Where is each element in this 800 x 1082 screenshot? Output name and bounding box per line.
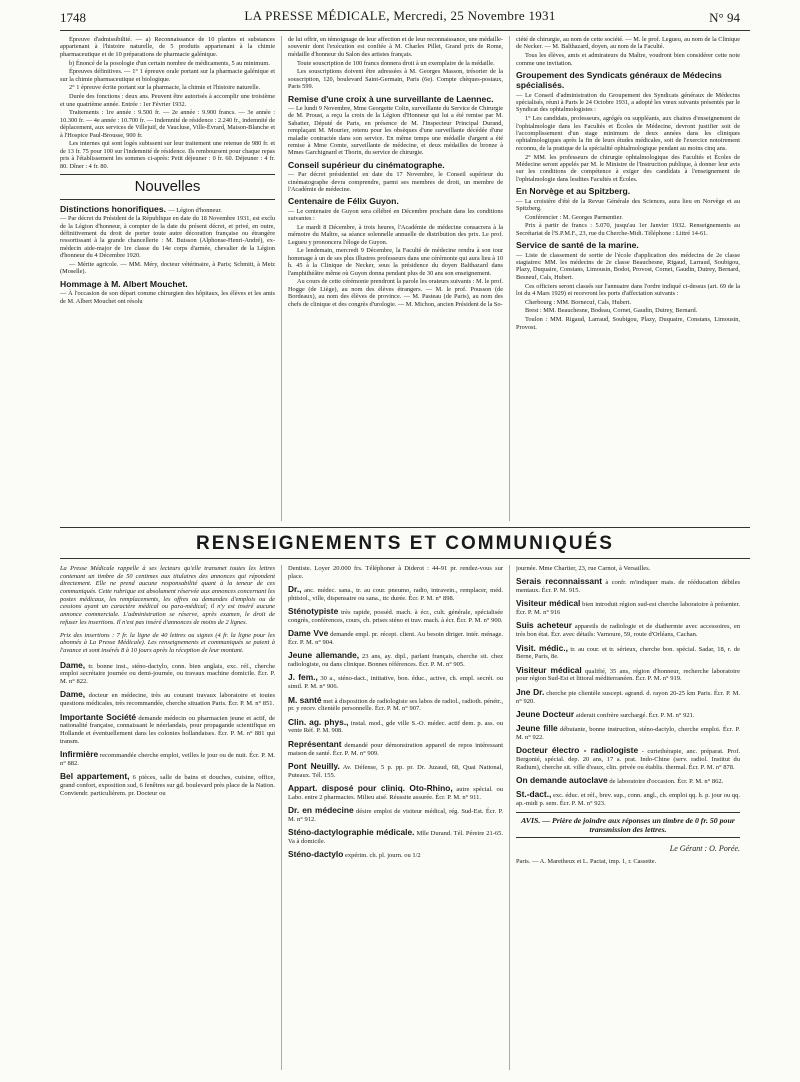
- paragraph: Conférencier : M. Georges Parmentier.: [525, 213, 623, 221]
- ad-text: débutante, bonne instruction, sténo-dactylo, cherche emploi. Écr. P. M. n° 922.: [516, 726, 740, 741]
- paragraph: de lui offrir, en témoignage de leur affection et de leur reconnaissance, une médaille-souvenir dont l'exécution est confiée à M. Charles Pillet, Grand prix de Rome, médaille d'honneur du Salon des artistes français.: [288, 36, 503, 58]
- classified-ad: [288, 695, 503, 714]
- header-rule: [60, 30, 750, 31]
- classified-ad: [516, 709, 740, 720]
- ad-title: Docteur électro - radiologiste: [516, 745, 639, 756]
- printer-imprint: Paris. — A. Maretheux et L. Pactat, imp. 1, r. Cassette.: [516, 858, 657, 866]
- ad-title: Serais reconnaissant: [516, 576, 602, 587]
- paragraph: Les internes qui sont logés subissent sur leur traitement une retenue de 980 fr. et de 13 fr. 75 pour 100 sur l'indemnité de résidence. Ils remboursent pour chaque repas pris à l'établissement les sommes ci-après: Petit déjeuner : 0 fr. 60. Déjeuner : 4 fr. 80. Dîner : 4 fr. 80.: [60, 140, 275, 170]
- classified-ad: [288, 739, 503, 758]
- ad-text: docteur en médecine, très au courant travaux laboratoire et toutes questions médicales, très recommandée, cherche situation Paris. Écr. P. M. n° 851.: [60, 692, 275, 708]
- journal-title: LA PRESSE MÉDICALE, Mercredi, 25 Novembre 1931: [244, 8, 556, 23]
- ad-text: - curiethérapie, anc. préparat. Prof. Bergonié, spécial. dep. 20 ans, 17 a. prat. Indo-Chine (serv. radiol. Institut du Radium), cherche sit. ville d'eaux, clin. privée ou établis. thermal. Écr. P. M. n° 878.: [516, 748, 740, 771]
- classified-ad: [60, 689, 275, 708]
- ad-title: Sténo-dactylo: [288, 849, 344, 860]
- ad-text: de laboratoire d'occasion. Écr. P. M. n° 862.: [609, 778, 724, 786]
- paragraph: Toute souscription de 100 francs donnera droit à un exemplaire de la médaille.: [297, 59, 495, 67]
- paragraph: Le lendemain, mercredi 9 Décembre, la Faculté de médecine rendra à son tour hommage à un de ses plus illustres professeurs dans une cérémonie qui aura lieu à 10 h. 45 à la Clinique de Necker, sous la présidence du doyen Balthazard dans l'amphithéâtre même où Guyon donna pendant plus de 30 ans son enseignement.: [288, 247, 503, 277]
- ads-column-1: [60, 565, 275, 1070]
- classified-ad: [288, 849, 503, 860]
- paragraph: Durée des fonctions : deux ans. Peuvent être autorisés à accomplir une troisième et une quatrième année. Entrée : 1er Février 1932.: [60, 93, 275, 108]
- ad-title: Jeune allemande,: [288, 650, 360, 661]
- paragraph: Au cours de cette cérémonie prendront la parole les orateurs suivants : M. le prof. Hogge (de Liège), au nom des élèves étrangers. — M. le prof. Pousson (de Bordeaux), au nom des élèves de province. — M. Pasteau (de Paris), au nom des chefs de clinique et des congrès d'urologie. — M. Michon, ancien Président de la So-: [288, 278, 503, 308]
- paragraph: Toulon : MM. Rigaud, Larraud, Soubigou, Plazy, Duquaire, Constans, Limousin, Provost.: [516, 316, 740, 331]
- ad-text: bien introduit région sud-est cherche laboratoire à présenter. Écr. P. M. n° 916: [516, 601, 740, 617]
- ad-text: exc. éduc. et réf., brev. sup., conn. angl., ch. emploi qq. h. p. jour ou qq. ap.-midi p. sem. Écr. P. M. n° 923.: [516, 792, 740, 808]
- classified-ad: [516, 598, 740, 617]
- classified-ad: [288, 606, 503, 625]
- classified-ad: [288, 761, 503, 780]
- classified-ad: [288, 628, 503, 647]
- ads-column-2: [288, 565, 503, 1070]
- paragraph: — Par décret présidentiel en date du 17 Novembre, le Conseil supérieur du cinématographe devra comprendre, parmi ses membres de droit, un membre de l'Académie de médecine.: [288, 171, 503, 193]
- paragraph: 2° 1 épreuve écrite portant sur la pharmacie, la chimie et l'histoire naturelle.: [69, 84, 261, 92]
- ad-title: Importante Société: [60, 711, 137, 722]
- ad-title: Appart. disposé pour cliniq. Oto-Rhino,: [288, 782, 453, 793]
- paragraph: — Le Conseil d'administration du Groupement des Syndicats généraux de Médecins spécialisés, réuni à Paris le 24 Octobre 1931, a adopté les vœux suivants présentés par le Syndicat des ophtalmologistes :: [516, 91, 740, 114]
- article-heading: En Norvège et au Spitzberg.: [516, 186, 631, 197]
- column-divider: [281, 565, 282, 1070]
- paragraph: Ces officiers seront classés sur l'annuaire dans l'ordre indiqué ci-dessus (art. 69 de la loi du 4 Mars 1929) et recevront les ports d'affectation suivants :: [516, 282, 740, 297]
- classified-ad: [60, 771, 275, 797]
- ad-text: appareils de radiologie et de diathermie avec accessoires, en très bon état. Écr. avec détails: Varnoure, 59, route d'Orléans, Cachan.: [516, 623, 740, 639]
- classified-ad: journée. Mme Chartier, 23, rue Carnot, à Versailles.: [516, 565, 651, 572]
- classified-ad: [516, 665, 740, 684]
- column-divider: [509, 36, 510, 521]
- column-3: [516, 36, 740, 521]
- article-heading: Conseil supérieur du cinématographe.: [288, 159, 445, 170]
- classified-ad: [60, 749, 275, 768]
- article-heading: Hommage à M. Albert Mouchet.: [60, 278, 188, 289]
- classified-ad: [516, 576, 740, 595]
- ad-title: Dame Vve: [288, 628, 329, 639]
- paragraph: Cherbourg : MM. Bornecuf, Cals, Hubert.: [525, 298, 632, 306]
- ad-text: 30 a., sténo-dact., initiative, bon. éduc., active, ch. empl. secrét. ou simil. P. M. n° 906.: [288, 675, 503, 691]
- ad-text: 6 pièces, salle de bains et douches, cuisine, office, grand confort, exposition sud, 6 fenêtres sur gd. boulevard près place de la Nation. Conviendr. particulièrem. pr. Docteur ou: [60, 774, 275, 797]
- avis-notice: AVIS. — Prière de joindre aux réponses un timbre de 0 fr. 50 pour transmission des lettres.: [516, 812, 740, 838]
- classified-ad: [516, 745, 740, 771]
- column-divider: [509, 565, 510, 1070]
- ad-title: Jeune fille: [516, 723, 558, 734]
- ad-text: désire emploi de visiteur médical, rég. Sud-Est. Écr. P. M. n° 912.: [288, 808, 503, 823]
- ad-title: Visit. médic.,: [516, 642, 568, 653]
- ad-text: à confr. m'indiquer mais. de rééducation débiles mentaux. Écr. P. M. 915.: [516, 579, 740, 595]
- column-divider: [281, 36, 282, 521]
- ad-title: Suis acheteur: [516, 620, 573, 631]
- ad-title: Dame,: [60, 659, 86, 670]
- paragraph: — Le lundi 9 Novembre, Mme Georgette Colin, surveillante du Service de Chirurgie de M. Proust, a reçu la croix de la Légion d'Honneur qui lui a été remise par M. Sabatier, Député de Paris, en présence de M. l'Inspecteur Principal Durand, remplaçant M. Mourier, retenu pour les obsèques d'une surveillante décédée d'une maladie contractée dans son service. En même temps une médaille d'argent a été remise à Mme Comte, surveillante de médecine, et deux médailles de bronze à Mmes Garchignard et Thorin, du service de chirurgie.: [288, 104, 503, 157]
- classified-ad: [516, 789, 740, 808]
- column-1: [60, 36, 275, 521]
- paragraph: ciété de chirurgie, au nom de cette société. — M. le prof. Legueu, au nom de la Clinique de Necker. — M. Balthazard, doyen, au nom de la Faculté.: [516, 36, 740, 51]
- paragraph: Épreuve d'admissibilité. — a) Reconnaissance de 10 plantes et substances appartenant à l'histoire naturelle, de 5 produits appartenant à la chimie pharmaceutique et de 10 préparations de pharmacie galénique.: [60, 36, 275, 58]
- section-banner: RENSEIGNEMENTS ET COMMUNIQUÉS: [196, 533, 614, 554]
- issue-number: N° 94: [709, 10, 740, 25]
- article-heading: Centenaire de Félix Guyon.: [288, 196, 399, 207]
- classified-ad: [288, 827, 503, 846]
- classified-ad: [60, 712, 275, 746]
- ad-text: instal. mod., gde ville S.-O. médec. actif dem. p. ass. ou vente Réf. P. M. 908.: [288, 719, 503, 735]
- paragraph: — Mérite agricole. — MM. Méry, docteur vétérinaire, à Paris; Schmitt, à Metz (Moselle).: [60, 261, 275, 276]
- paragraph: Les souscriptions doivent être adressées à M. Georges Masson, trésorier de la souscription, 120, boulevard Saint-Germain, Paris (6e). Compte chèques-postaux, Paris 599.: [288, 68, 503, 91]
- ad-text: tr. au cour. et tr. sérieux, cherche bon. spécial. Sadar, 18, r. de Berne, Paris, 8e.: [516, 645, 740, 661]
- ad-text: demande médecin ou pharmacien jeune et actif, de nationalité française, connaissant le néerlandais, pour propagande scientifique en Hollande et éventuellement dans les colonies hollandaises. Écr. P. M. n° 881 qui transm.: [60, 714, 275, 745]
- ads-column-3: [516, 565, 740, 1070]
- ad-text: cherche pte clientèle suscept. agrand. d. rayon 20-25 km Paris. Écr. P. M. n° 920.: [516, 689, 740, 705]
- paragraph: — Par décret du Président de la République en date du 18 Novembre 1931, est exclu de la Légion d'honneur, à compter de la date du présent décret, et privé, en outre, définitivement du droit de porter toute autre décoration française ou étrangère ressortissant à la grande chancellerie : M. Buisson (Alphonse-Henri-André), ex-médecin aide-major de 1re classe du 14e corps d'armée, chevalier de la Légion d'honneur du 4 Décembre 1920.: [60, 215, 275, 260]
- classified-ad: [288, 805, 503, 824]
- ad-text: aiderait confrère surchargé. Écr. P. M. n° 921.: [575, 711, 695, 719]
- classified-ad: [288, 650, 503, 669]
- classified-ad: [288, 717, 503, 736]
- notice-text: La Presse Médicale rappelle à ses lecteurs qu'elle transmet toutes les lettres contenant un timbre de 50 centimes aux titulaires des annonces qui répondent directement. Elle ne prend aucune responsabilité quant à la teneur de ces communiqués. Cette rubrique est absolument réservée aux annonces concernant les postes médicaux, les remplacements, les offres ou demandes d'emplois ou de cessions ayant un caractère médical ou para-médical; il n'y est inséré aucune annonce commerciale. L'administration se réserve, après examen, le droit de refuser les insertions. Il n'est pas inséré d'annonces de moins de 2 lignes.: [60, 565, 275, 626]
- ad-title: Représentant: [288, 738, 342, 749]
- paragraph: 1° Les candidats, professeurs, agrégés ou suppléants, aux chaires d'enseignement de l'ophtalmologie dans les Facultés et Écoles de Médecine, devront justifier soit de l'accomplissement d'un stage minimum de deux années dans les cliniques ophtalmologiques après la fin de leurs études médicales, soit de l'exercice notoirement reconnu, de la pratique de la spécialité ophtalmologique pendant au moins cinq ans.: [516, 115, 740, 152]
- article-heading: Groupement des Syndicats généraux de Médecins spécialisés.: [516, 69, 722, 91]
- ad-title: Sténo-dactylographie médicale.: [288, 827, 415, 838]
- classified-ad: [288, 584, 503, 603]
- ad-text: qualifié, 35 ans, région d'honneur, recherche laboratoire pour région Sud-Est et littoral méditerranéen. Écr. P. M. n° 919.: [516, 667, 740, 683]
- classified-ad: [60, 660, 275, 686]
- paragraph: Épreuves définitives. — 1° 1 épreuve orale portant sur la pharmacie galénique et sur la chimie pharmaceutique et biologique.: [60, 68, 275, 83]
- ad-title: Jne Dr.: [516, 686, 545, 697]
- paragraph: Brest : MM. Beauchesne, Bodeau, Cornet, Gaudin, Dutrey, Bernard.: [525, 307, 698, 315]
- classified-ad: [516, 687, 740, 706]
- ad-text: autre spécial. ou Labo. entre 2 pharmacies. Milieu aisé. Réussite assurée. Écr. P. M. n° 911.: [288, 785, 503, 801]
- classified-ad: [288, 783, 503, 802]
- ad-title: Visiteur médical: [516, 664, 582, 675]
- ad-text: expérim. ch. pl. journ. ou 1/2: [345, 852, 421, 860]
- paragraph: — Liste de classement de sortie de l'école d'application des médecins de 2e classe stagiaires: MM. les médecins de 2e classe Beauchesne, Rigaud, Larraud, Soubigou, Plazy, Duquaire, Constans, Limousin, Bodot, Provost, Cornet, Gaudin, Dutrey, Bernard, Besneuf, Cals, Hubert.: [516, 251, 740, 281]
- article-heading: Remise d'une croix à une surveillante de Laennec.: [288, 93, 494, 104]
- paragraph: — Le centenaire de Guyon sera célébré en Décembre prochain dans les conditions suivantes :: [288, 207, 503, 223]
- ad-text: met à disposition de radiologiste ses labos de radiol., radioth. pénétr., pr. y recev. clientèle personnelle. Écr. P. M. n° 907.: [288, 697, 503, 713]
- heading-text: Distinctions honorifiques.: [60, 203, 166, 214]
- ad-title: Pont Neuilly.: [288, 760, 340, 771]
- ad-title: Visiteur médical: [516, 598, 581, 609]
- ad-title: Dame,: [60, 689, 86, 700]
- paragraph: — À l'occasion de son départ comme chirurgien des hôpitaux, les élèves et les amis de M. Albert Mouchet ont résolu: [60, 290, 275, 305]
- paragraph: 2° MM. les professeurs de chirurgie ophtalmologique des Facultés et Écoles de Médecine seront appelés par M. le Ministre de l'Instruction publique, à donner leur avis sur les conditions de compétence à exiger des candidats à l'enseignement de l'ophtalmologie dans lesdites Facultés et Écoles.: [516, 153, 740, 183]
- paragraph: Le mardi 8 Décembre, à trois heures, l'Académie de médecine consacrera à la mémoire du Maître, sa séance solennelle annuelle de distribution des prix. Le prof. Legueu y prononcera l'éloge de Guyon.: [288, 223, 503, 246]
- ad-title: Bel appartement,: [60, 771, 130, 782]
- ad-title: Dr. en médecine: [288, 805, 354, 816]
- paragraph: Traitements : 1re année : 9.500 fr. — 2e année : 9.900 francs. — 3e année : 10.300 fr. — 4e année : 10.700 fr. — Indemnité de résidence : 2.240 fr., indemnité de déplacement, aux services de Villejuif, de Vaucluse, Ville-Évrard, Maison-Blanche et à l'Hospice Paul-Brousse, 900 fr.: [60, 109, 275, 139]
- ad-title: Dr.,: [288, 584, 302, 595]
- ad-text: 23 ans, ay. dipl., parlant français, cherche sit. chez radiologiste, ou dans clinique. Bonnes références. Écr. P. M. n° 905.: [288, 653, 503, 669]
- classified-ad: [288, 672, 503, 691]
- ad-title: Jeune Docteur: [516, 708, 575, 719]
- ad-title: Infirmière: [60, 749, 99, 760]
- ad-text: recommandée cherche emploi, veilles le jour ou de nuit. Écr. P. M. n° 882.: [60, 752, 275, 768]
- ad-text: Mlle Durand. Tél. Péreire 21-65. Va à domicile.: [288, 830, 503, 845]
- ad-title: Sténotypiste: [288, 606, 339, 617]
- paragraph: Tous les élèves, amis et admirateurs du Maître, voudront bien considérer cette note comme une invitation.: [516, 52, 740, 67]
- ad-title: J. fem.,: [288, 672, 318, 683]
- section-heading-nouvelles: Nouvelles: [60, 174, 275, 200]
- paragraph: b) Énoncé de la posologie d'un certain nombre de médicaments, 5 au minimum.: [69, 59, 270, 67]
- price-notice: Prix des insertions : 7 fr. la ligne de 40 lettres ou signes (4 fr. la ligne pour les abonnés à La Presse Médicale). Les renseignements et communiqués se paient à l'avance et sont insérés 8 à 10 jours après la réception de leur montant.: [60, 631, 275, 654]
- ad-text: demandé pour démonstration appareil de repos intéressant maison de santé. Écr. P. M. n° 909.: [288, 741, 503, 757]
- ad-title: On demande autoclave: [516, 775, 608, 786]
- ad-title: St.-dact.,: [516, 789, 552, 800]
- page-number: 1748: [60, 10, 86, 25]
- ad-text: anc. médec. sana., tr. au cour. pneumo, radio, intravein., remplacer, méd. phtisiol., ville, dispensaire ou sana., ttc durée. Écr. P. M. n° 898.: [288, 587, 503, 602]
- page-header: [60, 8, 740, 28]
- ad-text: tr. bonne inst., sténo-dactylo, conn. bien anglais, exc. réf., cherche emploi secrétaire journée ou demi-journée, ou travaux machine domicile. Écr. P. M. n° 822.: [60, 662, 275, 686]
- classified-ad: Dentiste. Loyer 20.000 frs. Téléphoner à Diderot : 44-91 pr. rendez-vous sur place.: [288, 565, 503, 580]
- classified-ad: [516, 775, 740, 786]
- classified-ad: [516, 723, 740, 742]
- article-heading: [60, 204, 275, 215]
- ad-title: Clin. ag. phys.,: [288, 716, 349, 727]
- ad-text: demande empl. pr. récept. client. Au besoin diriger. intér. ménage. Écr. P. M. n° 904.: [288, 631, 503, 647]
- ad-text: Av. Défense, 5 p. pp. pr. Dr. Juzaud, 68, Quai National, Puteaux. Tél. 155.: [288, 763, 503, 779]
- article-heading: Service de santé de la marine.: [516, 240, 639, 251]
- classified-ad: [516, 643, 740, 662]
- section-rule: [60, 558, 750, 559]
- classified-ad: [516, 620, 740, 639]
- paragraph: Prix à partir de francs : 5.070, jusqu'au 1er Janvier 1932. Renseignements au Secrétariat de l'S.P.M.F., 23, rue du Cherche-Midi. Téléphone : Littré 14-61.: [516, 222, 740, 237]
- paragraph: — La croisière d'été de la Revue Générale des Sciences, aura lieu en Norvège et au Spitzberg.: [516, 197, 740, 212]
- section-rule: [60, 527, 750, 528]
- ad-text: très rapide, posséd. mach. à écr., cult. générale, spécialisée congrès, conférences, cours, ch. prises sténo et trav. mach. à écr. Écr. P. M. n° 900.: [288, 609, 503, 624]
- column-2: [288, 36, 503, 521]
- heading-tag: — Légion d'honneur.: [168, 206, 222, 214]
- ad-title: M. santé: [288, 694, 322, 705]
- manager-signature: Le Gérant : O. Porée.: [669, 843, 740, 853]
